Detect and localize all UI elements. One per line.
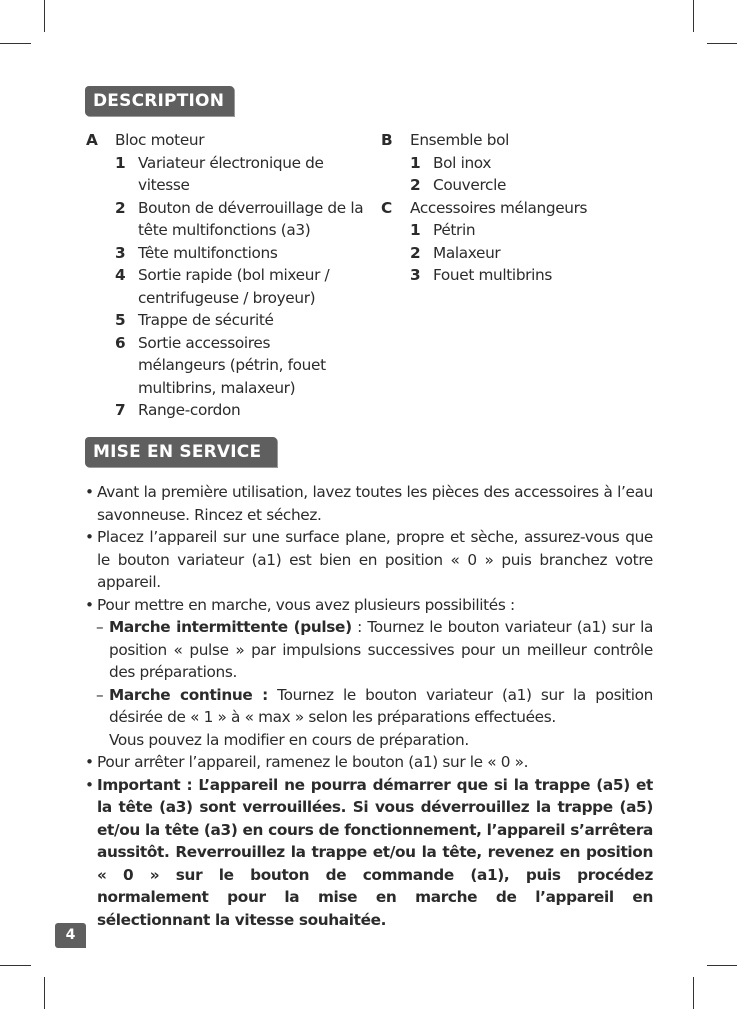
bullet-text: Avant la première utilisation, lavez toutes les pièces des accessoires à l’eau savonneuse. Rincez et séchez. [97,483,653,524]
bullet-item [84,751,653,774]
item-number: 6 [115,333,126,352]
item-text: Malaxeur [433,243,501,262]
group-title: Accessoires mélangeurs [410,198,588,217]
sub-option-label: Marche intermittente (pulse) [109,618,352,636]
group-title: Ensemble bol [410,131,509,149]
item-text: Couvercle [433,176,507,194]
crop-mark [693,0,694,32]
list-item [381,174,641,197]
item-text: Sortie rapide (bol mixeur / centrifugeuse / broyeur) [138,266,330,307]
item-text: Tête multifonctions [138,243,278,262]
item-number: 1 [410,221,421,239]
crop-mark [44,977,45,1009]
bullet-icon: • [85,483,94,501]
group-letter: C [381,198,392,217]
item-number: 2 [115,198,126,217]
bullet-icon: • [85,528,94,546]
sub-option-text [109,684,653,752]
sub-option-pulse [84,616,653,684]
item-number: 2 [410,243,421,262]
crop-mark [0,965,31,966]
section-heading-mise-en-service: MISE EN SERVICE [85,437,277,467]
sub-option-description: : Tournez le bouton variateur (a1) sur la position « pulse » par impulsions successives pour un meilleur contrôle des préparations. [109,618,653,681]
page-number-badge: 4 [55,923,86,948]
item-number: 3 [115,243,126,262]
group-letter: B [381,131,393,149]
item-number: 1 [410,153,421,172]
item-text: Fouet multibrins [433,266,552,284]
list-item [86,309,366,332]
item-text: Variateur électronique de vitesse [138,153,324,194]
bullet-text: Pour arrêter l’appareil, ramenez le bouton (a1) sur le « 0 ». [97,753,529,771]
group-letter: A [86,131,98,149]
item-text: Range-cordon [138,401,241,419]
parts-list-left [86,129,366,422]
bullet-text: Pour mettre en marche, vous avez plusieurs possibilités : [97,595,515,614]
bullet-item [84,594,653,617]
list-item [86,197,366,242]
group-b [381,129,641,152]
dash-icon: – [96,685,104,704]
crop-mark [0,43,31,44]
item-number: 2 [410,176,421,194]
crop-mark [44,0,45,32]
bullet-icon: • [85,595,94,614]
parts-list-right [381,129,641,287]
list-item [86,332,366,400]
item-number: 3 [410,266,421,284]
bullet-text: Placez l’appareil sur une surface plane, propre et sèche, assurez-vous que le bouton variateur (a1) est bien en position « 0 » puis branchez votre appareil. [97,528,653,591]
list-item [381,264,641,287]
item-text: Bol inox [433,153,492,172]
bullet-item-important [84,774,653,932]
item-text: Trappe de sécurité [138,311,274,329]
group-title: Bloc moteur [115,131,205,149]
section-heading-description: DESCRIPTION [85,86,234,116]
sub-option-extra: Vous pouvez la modifier en cours de préparation. [109,730,469,749]
sub-option-label: Marche continue : [109,685,268,704]
group-a [86,129,366,152]
item-text: Sortie accessoires mélangeurs (pétrin, fouet multibrins, malaxeur) [138,333,326,397]
list-item [381,219,641,242]
bullet-item [84,526,653,594]
important-warning-text: Important : L’appareil ne pourra démarrer que si la trappe (a5) et la tête (a3) sont verrouillées. Si vous déverrouillez la trappe (a5) et/ou la tête (a3) en cours de fonctionnement, l’appareil s’arrêtera aussitôt. Reverrouillez la trappe et/ou la tête, revenez en position « 0 » sur le bouton de commande (a1), puis procédez normalement pour la mise en marche de l’appareil en sélectionnant la vitesse souhaitée. [97,775,653,929]
item-number: 4 [115,266,126,284]
bullet-icon: • [85,775,94,794]
sub-option-text [109,616,653,684]
sub-option-continue [84,684,653,752]
item-text: Bouton de déverrouillage de la tête multifonctions (a3) [138,198,364,239]
item-number: 1 [115,153,126,172]
crop-mark [693,977,694,1009]
item-number: 5 [115,311,126,329]
crop-mark [707,43,737,44]
dash-icon: – [96,618,104,636]
list-item [381,242,641,265]
group-c [381,197,641,220]
bullet-icon: • [85,753,94,771]
bullet-item [84,481,653,526]
list-item [86,399,366,422]
sub-option-description: Tournez le bouton variateur (a1) sur la position désirée de « 1 » à « max » selon les préparations effectuées. [109,685,654,726]
item-text: Pétrin [433,221,476,239]
list-item [381,152,641,175]
list-item [86,152,366,197]
crop-mark [707,965,737,966]
item-number: 7 [115,401,126,419]
list-item [86,242,366,265]
mise-en-service-body [84,481,653,931]
list-item [86,264,366,309]
